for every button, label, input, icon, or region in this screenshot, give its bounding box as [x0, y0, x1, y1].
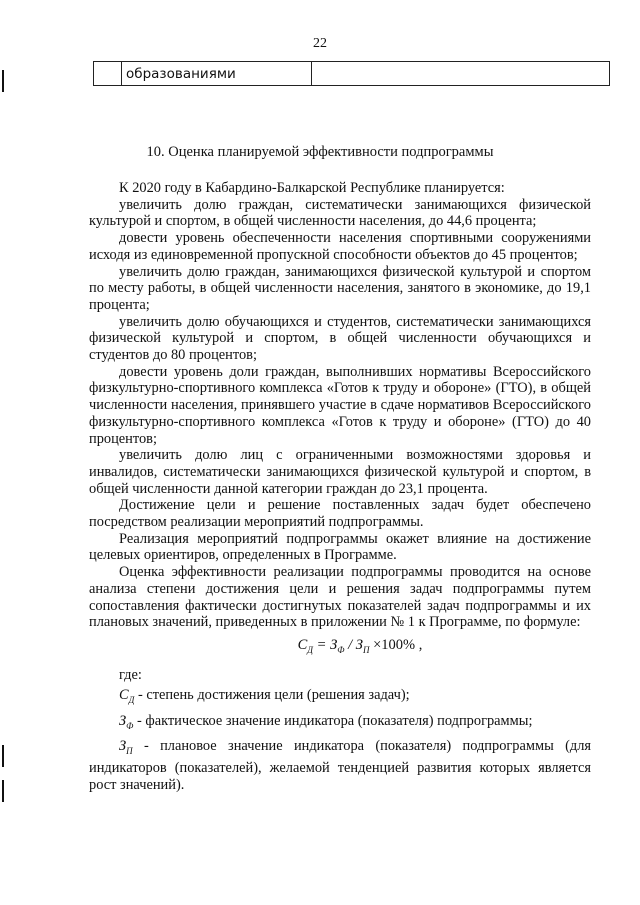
scan-edge-mark: [2, 70, 4, 92]
goal-item: довести уровень обеспеченности населения спортивными сооружениями исходя из единовременной пропускной способности объектов до 45 процентов;: [89, 230, 591, 263]
definition-item: $З_Ф$ - фактическое значение индикатора (показателя) подпрограммы;: [119, 712, 533, 731]
goal-item: увеличить долю граждан, занимающихся физической культурой и спортом по месту работы, в общей численности населения, занятого в экономике, до 19,1 процента;: [89, 263, 591, 313]
scan-edge-mark: [2, 780, 4, 802]
table-cell-text: образованиями: [122, 62, 312, 85]
paragraph: Достижение цели и решение поставленных задач будет обеспечено посредством реализации мероприятий подпрограммы.: [89, 497, 591, 531]
goal-item: довести уровень доли граждан, выполнивших нормативы Всероссийского физкультурно-спортивного комплекса «Готов к труду и обороне» (ГТО), в общей численности населения, принявшего участие в сдаче нормативов Всероссийского физкультурно-спортивного комплекса «Готов к труду и обороне» (ГТО) до 40 процентов;: [89, 363, 591, 447]
paragraph: Оценка эффективности реализации подпрограммы проводится на основе анализа степени достижения цели и решения задач подпрограммы путем сопоставления фактически достигнутых показателей задач подпрограммы и их плановых значений, приведенных в приложении № 1 к Программе, по формуле:: [89, 564, 591, 631]
section-title: 10. Оценка планируемой эффективности подпрограммы: [146, 144, 494, 160]
table-cell-empty: [312, 62, 609, 85]
definition-item: $З_П$ - плановое значение индикатора (показателя) подпрограммы (для индикаторов (показателей), желаемой тенденцией развития которых является рост значений).: [89, 738, 591, 793]
page-number: 22: [313, 36, 327, 51]
where-label: где:: [119, 666, 142, 683]
definition-item: $С_Д$ - степень достижения цели (решения задач);: [119, 687, 410, 706]
scan-edge-mark: [2, 745, 4, 767]
table-cell-number: [94, 62, 122, 85]
paragraph: Реализация мероприятий подпрограммы окажет влияние на достижение целевых ориентиров, определенных в Программе.: [89, 530, 591, 564]
intro-paragraph: К 2020 году в Кабардино-Балкарской Республике планируется:: [119, 180, 505, 196]
formula: $С_Д = З_Ф / З_П \times 100\%$ ,: [297, 636, 423, 655]
goal-item: увеличить долю обучающихся и студентов, систематически занимающихся физической культурой и спортом, в общей численности обучающихся и студентов до 80 процентов;: [89, 313, 591, 364]
table-fragment: [93, 61, 610, 86]
goal-item: увеличить долю лиц с ограниченными возможностями здоровья и инвалидов, систематически занимающихся физической культурой и спортом, в общей численности данной категории граждан до 23,1 процента.: [89, 447, 591, 497]
body-text: [89, 180, 591, 793]
goal-item: увеличить долю граждан, систематически занимающихся физической культурой и спортом, в общей численности населения, до 44,6 процента;: [89, 196, 591, 230]
